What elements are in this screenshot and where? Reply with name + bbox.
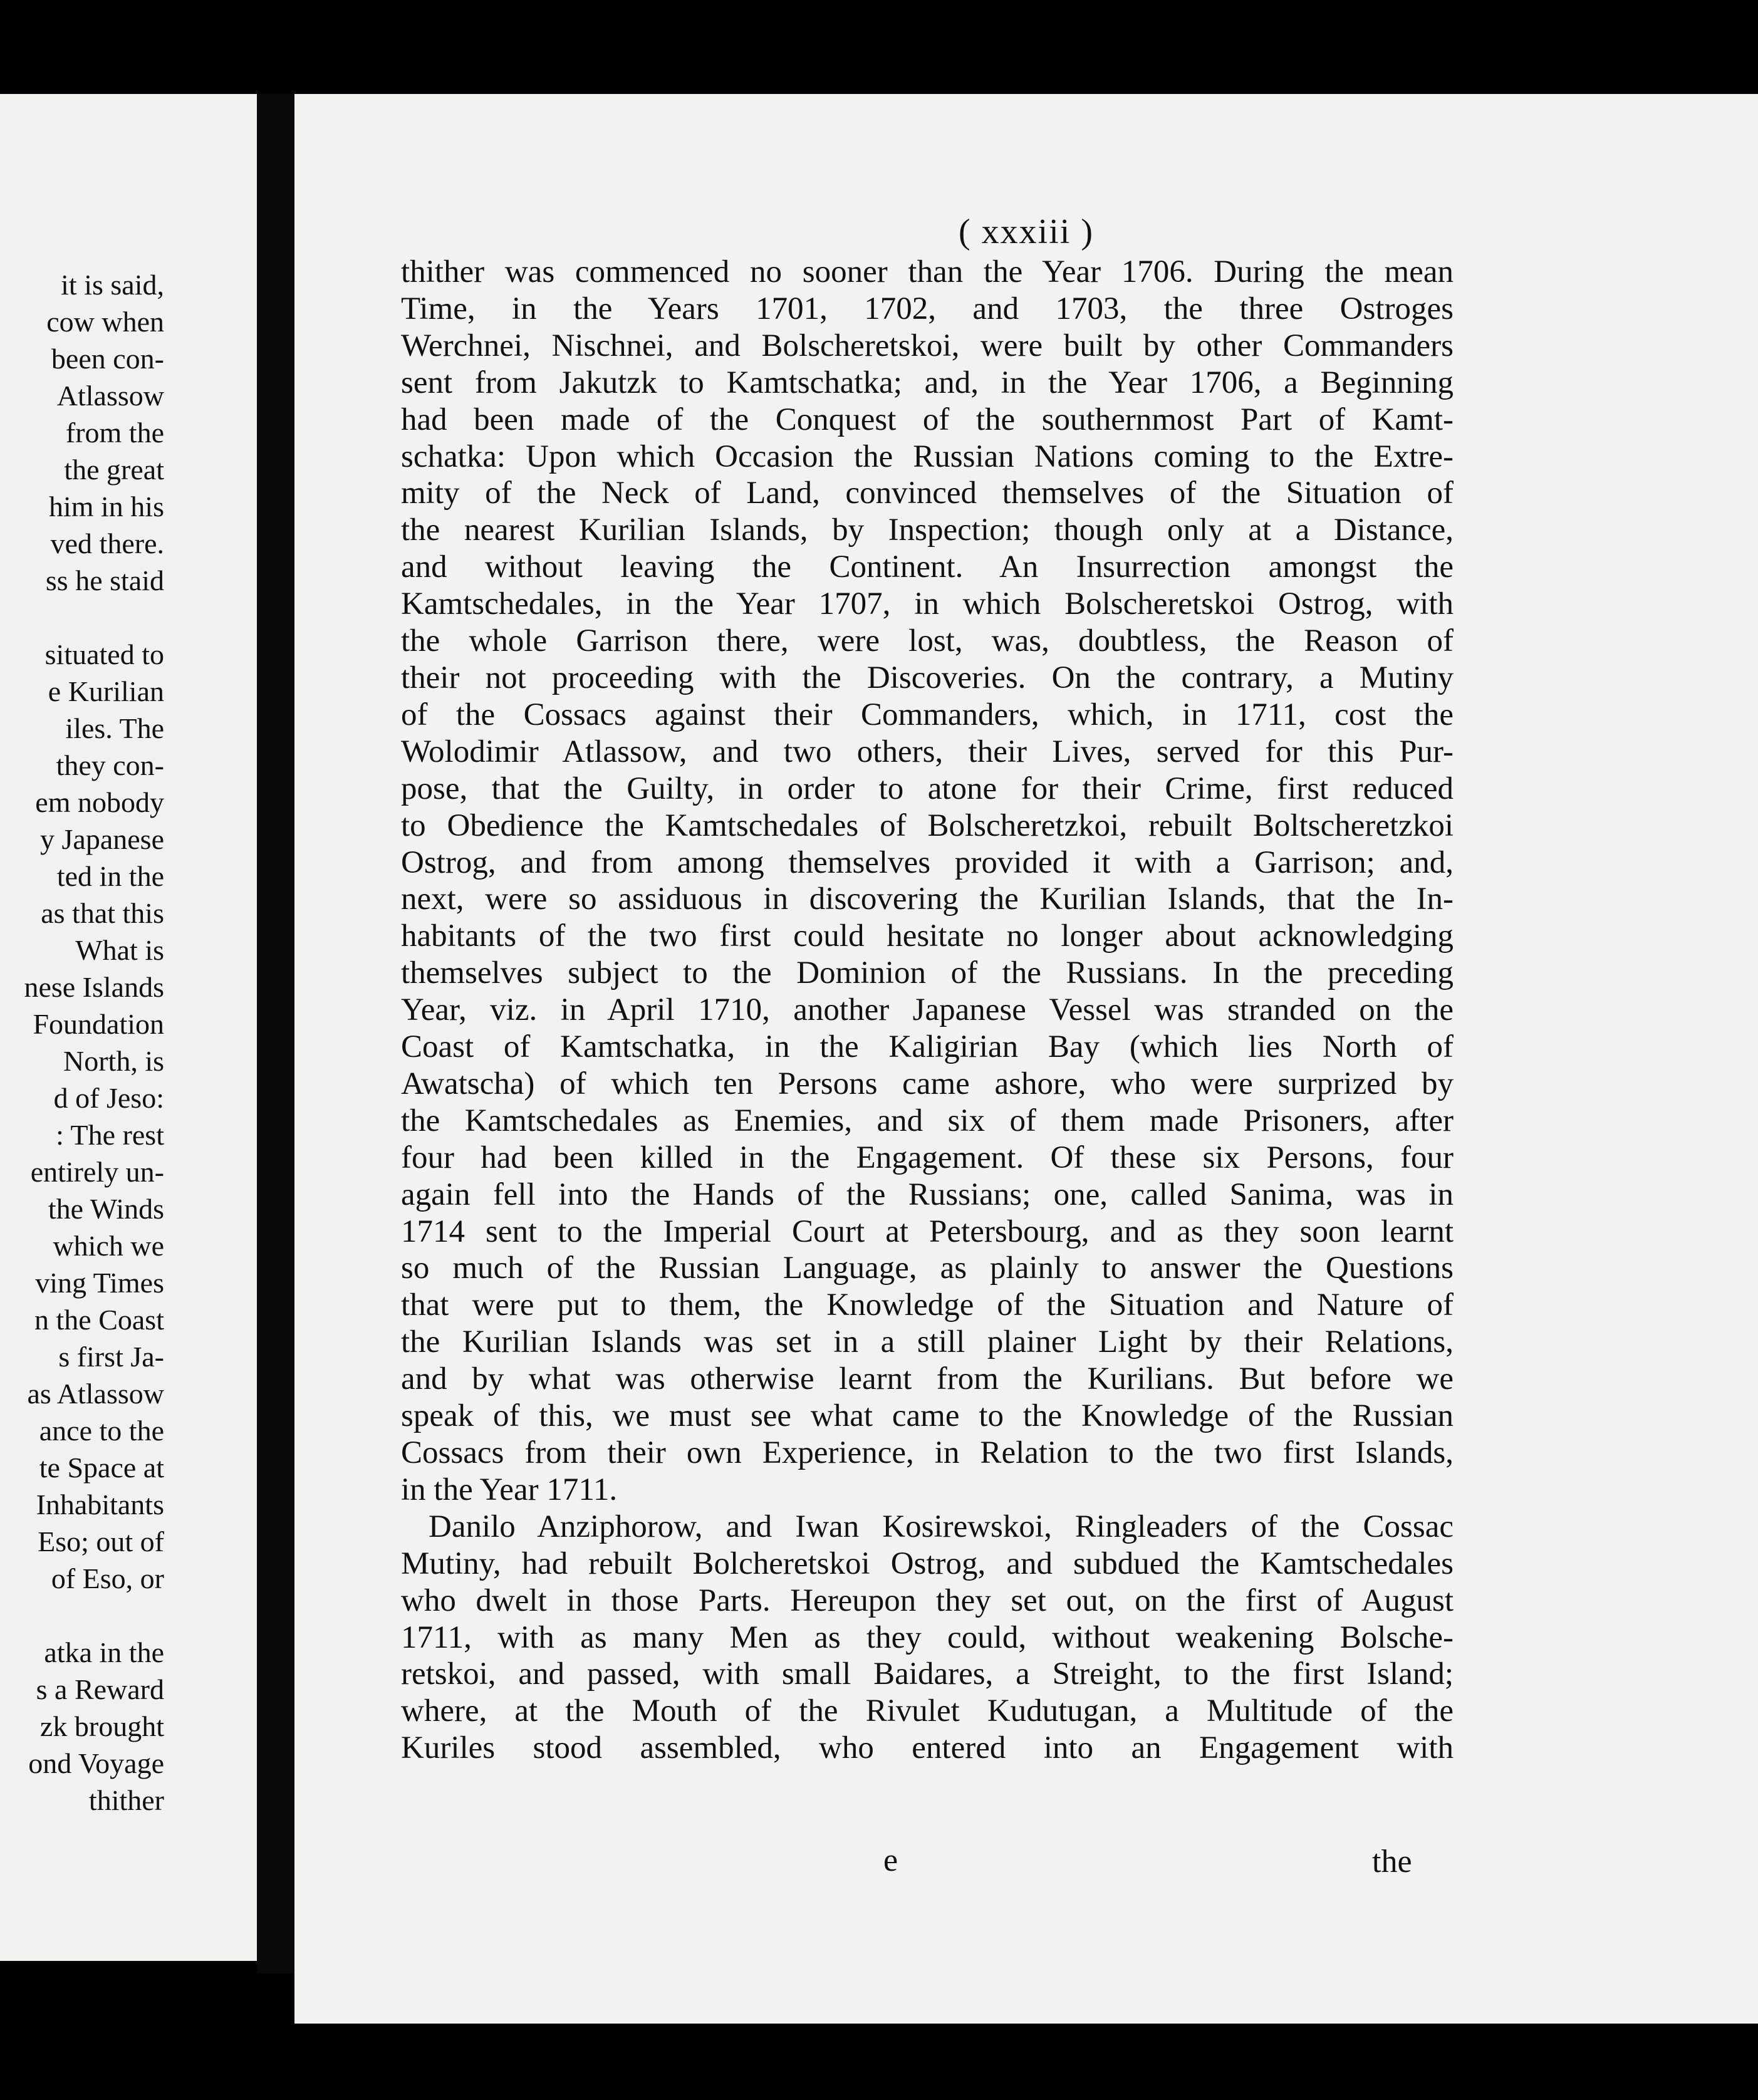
catchword: the xyxy=(1372,1844,1412,1879)
text-line: retskoi, and passed, with small Baidares, a Streight, to the first Island; xyxy=(401,1656,1454,1692)
left-page-text xyxy=(0,266,164,1819)
left-line: Eso; out of xyxy=(38,1526,164,1557)
left-line: they con- xyxy=(56,749,164,781)
left-line: ving Times xyxy=(35,1267,164,1299)
left-facing-page xyxy=(0,94,257,1961)
left-line xyxy=(0,599,164,636)
text-line: Mutiny, had rebuilt Bolcheretskoi Ostrog, and subdued the Kamtschedales xyxy=(401,1546,1454,1581)
left-line: been con- xyxy=(51,343,164,375)
left-line: y Japanese xyxy=(40,823,164,855)
text-line: next, were so assiduous in discovering the Kurilian Islands, that the In- xyxy=(401,881,1454,917)
text-line: speak of this, we must see what came to the Knowledge of the Russian xyxy=(401,1398,1454,1434)
left-line: of Eso, or xyxy=(51,1562,164,1594)
left-line: as that this xyxy=(41,897,164,929)
text-line: who dwelt in those Parts. Hereupon they set out, on the first of August xyxy=(401,1583,1454,1618)
left-line: e Kurilian xyxy=(48,675,164,707)
left-line: him in his xyxy=(48,491,164,522)
left-line: from the xyxy=(65,417,164,449)
left-line: d of Jeso: xyxy=(53,1082,164,1114)
left-line: zk brought xyxy=(39,1710,164,1742)
signature-mark: e xyxy=(883,1843,898,1878)
text-line: in the Year 1711. xyxy=(401,1472,618,1507)
left-line: ved there. xyxy=(50,528,164,559)
left-line: em nobody xyxy=(35,786,164,818)
text-line: the Kamtschedales as Enemies, and six of them made Prisoners, after xyxy=(401,1103,1454,1138)
text-line: that were put to them, the Knowledge of the Situation and Nature of xyxy=(401,1287,1454,1323)
page-number: ( xxxiii ) xyxy=(959,212,1094,251)
text-line: schatka: Upon which Occasion the Russian Nations coming to the Extre- xyxy=(401,439,1454,474)
left-line: cow when xyxy=(46,306,164,338)
text-line: where, at the Mouth of the Rivulet Kudutugan, a Multitude of the xyxy=(401,1693,1454,1729)
text-line: Wolodimir Atlassow, and two others, their Lives, served for this Pur- xyxy=(401,734,1454,769)
left-line: ted in the xyxy=(56,860,164,892)
left-line: s first Ja- xyxy=(58,1341,164,1373)
text-line: 1714 sent to the Imperial Court at Petersbourg, and as they soon learnt xyxy=(401,1214,1454,1249)
text-line: Ostrog, and from among themselves provided it with a Garrison; and, xyxy=(401,845,1454,880)
text-line: their not proceeding with the Discoveries. On the contrary, a Mutiny xyxy=(401,660,1454,695)
text-line: to Obedience the Kamtschedales of Bolscheretzkoi, rebuilt Boltscheretzkoi xyxy=(401,808,1454,843)
text-line: sent from Jakutzk to Kamtschatka; and, in the Year 1706, a Beginning xyxy=(401,365,1454,400)
text-line: and without leaving the Continent. An Insurrection amongst the xyxy=(401,549,1454,585)
binding-gutter xyxy=(257,94,294,1973)
text-line: themselves subject to the Dominion of the Russians. In the preceding xyxy=(401,955,1454,991)
left-line: : The rest xyxy=(56,1119,164,1151)
left-line xyxy=(0,1597,164,1634)
left-line: ond Voyage xyxy=(28,1747,164,1779)
left-line: te Space at xyxy=(39,1452,164,1484)
left-line: thither xyxy=(88,1784,164,1816)
left-line: What is xyxy=(75,934,164,966)
left-line: the great xyxy=(64,454,164,486)
text-line: Danilo Anziphorow, and Iwan Kosirewskoi, Ringleaders of the Cossac xyxy=(429,1509,1454,1544)
text-line: Awatscha) of which ten Persons came ashore, who were surprized by xyxy=(401,1066,1454,1101)
text-line: four had been killed in the Engagement. Of these six Persons, four xyxy=(401,1140,1454,1175)
left-line: Foundation xyxy=(33,1008,164,1040)
text-line: of the Cossacs against their Commanders, which, in 1711, cost the xyxy=(401,697,1454,732)
left-line: atka in the xyxy=(44,1636,164,1668)
text-line: thither was commenced no sooner than the Year 1706. During the mean xyxy=(401,254,1454,289)
text-line: had been made of the Conquest of the southernmost Part of Kamt- xyxy=(401,402,1454,437)
left-line: iles. The xyxy=(65,712,164,744)
text-line: Kamtschedales, in the Year 1707, in which Bolscheretskoi Ostrog, with xyxy=(401,586,1454,622)
left-line: the Winds xyxy=(48,1193,164,1225)
left-line: ance to the xyxy=(39,1415,164,1447)
left-line: n the Coast xyxy=(34,1304,164,1336)
left-line: nese Islands xyxy=(24,971,164,1003)
text-line: 1711, with as many Men as they could, without weakening Bolsche- xyxy=(401,1619,1454,1655)
text-line: mity of the Neck of Land, convinced themselves of the Situation of xyxy=(401,476,1454,511)
left-line: as Atlassow xyxy=(27,1378,164,1410)
text-line: pose, that the Guilty, in order to atone for their Crime, first reduced xyxy=(401,771,1454,806)
left-line: North, is xyxy=(63,1045,164,1077)
text-line: the nearest Kurilian Islands, by Inspection; though only at a Distance, xyxy=(401,512,1454,548)
left-line: situated to xyxy=(44,638,164,670)
text-line: Coast of Kamtschatka, in the Kaligirian Bay (which lies North of xyxy=(401,1029,1454,1065)
text-line: habitants of the two first could hesitate no longer about acknowledging xyxy=(401,918,1454,954)
text-line: Kuriles stood assembled, who entered into an Engagement with xyxy=(401,1730,1454,1766)
left-line: it is said, xyxy=(61,269,164,301)
text-line: the Kurilian Islands was set in a still plainer Light by their Relations, xyxy=(401,1324,1454,1360)
body-text xyxy=(401,254,1454,1767)
text-line: so much of the Russian Language, as plainly to answer the Questions xyxy=(401,1250,1454,1286)
text-line: again fell into the Hands of the Russians; one, called Sanima, was in xyxy=(401,1177,1454,1212)
text-line: Time, in the Years 1701, 1702, and 1703, the three Ostroges xyxy=(401,291,1454,326)
left-line: s a Reward xyxy=(36,1673,164,1705)
left-line: entirely un- xyxy=(30,1156,164,1188)
left-line: which we xyxy=(53,1230,164,1262)
text-line: Year, viz. in April 1710, another Japanese Vessel was stranded on the xyxy=(401,992,1454,1028)
left-line: ss he staid xyxy=(45,564,164,596)
text-line: Werchnei, Nischnei, and Bolscheretskoi, were built by other Commanders xyxy=(401,328,1454,363)
text-line: and by what was otherwise learnt from the Kurilians. But before we xyxy=(401,1361,1454,1397)
main-page xyxy=(294,94,1758,2024)
text-line: the whole Garrison there, were lost, was, doubtless, the Reason of xyxy=(401,623,1454,659)
text-line: Cossacs from their own Experience, in Relation to the two first Islands, xyxy=(401,1435,1454,1470)
left-line: Inhabitants xyxy=(36,1489,164,1520)
left-line: Atlassow xyxy=(56,380,164,412)
